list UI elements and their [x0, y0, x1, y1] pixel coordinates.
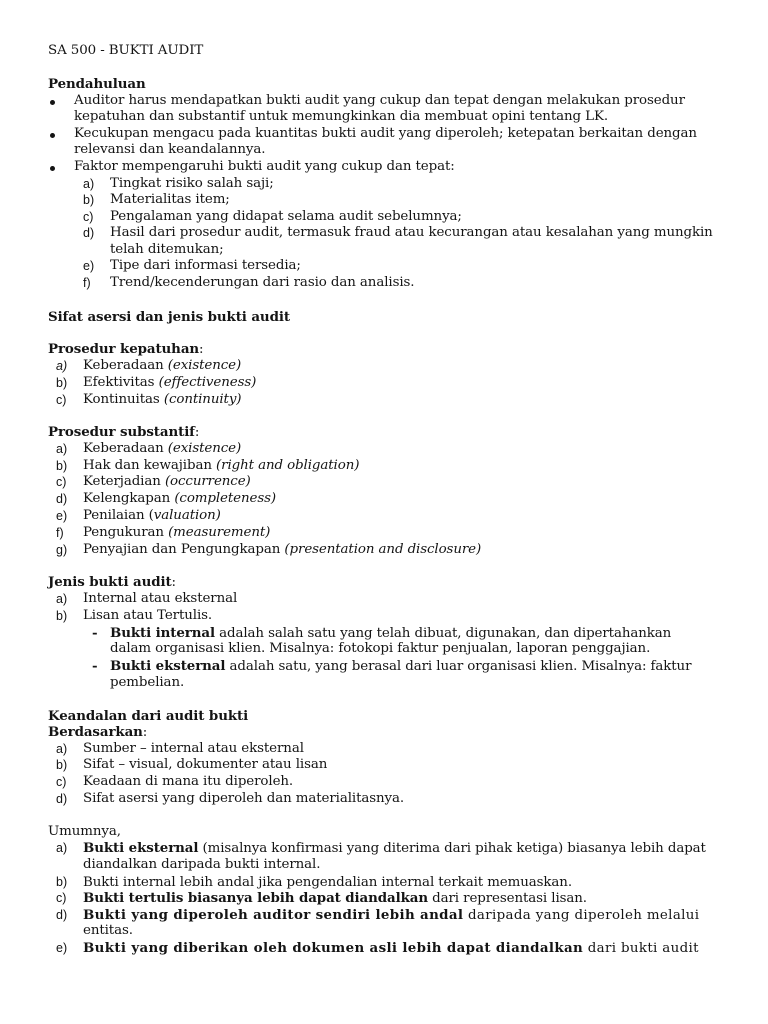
paragraph-intro: Umumnya, [48, 824, 121, 839]
bullet-icon [50, 100, 55, 105]
list-item: Internal atau eksternal [83, 591, 238, 606]
list-item-cont: diandalkan daripada bukti internal. [83, 857, 321, 872]
bullet-icon [50, 133, 55, 138]
list-marker: e) [56, 509, 68, 523]
list-marker: b) [83, 193, 95, 207]
section-heading-substantif: Prosedur substantif: [48, 424, 200, 440]
list-marker: d) [83, 226, 95, 240]
list-item: Bukti eksternal (misalnya konfirmasi yang diterima dari pihak ketiga) biasanya lebih dapat [83, 840, 706, 856]
list-item: Bukti internal lebih andal jika pengendalian internal terkait memuaskan. [83, 875, 572, 890]
list-marker: d) [56, 492, 68, 506]
list-marker: b) [56, 875, 68, 889]
section-heading-pendahuluan: Pendahuluan [48, 76, 146, 92]
list-marker: c) [56, 775, 67, 789]
list-marker: b) [56, 376, 68, 390]
list-item: Bukti yang diperoleh auditor sendiri lebih andal daripada yang diperoleh melalui [83, 907, 700, 923]
list-marker: a) [83, 177, 95, 191]
list-item: Sifat – visual, dokumenter atau lisan [83, 757, 328, 772]
bullet-line: relevansi dan keandalannya. [74, 142, 266, 157]
list-item-cont: entitas. [83, 923, 133, 938]
list-marker: f) [56, 526, 64, 540]
list-item: Keberadaan (existence) [83, 441, 242, 456]
list-marker: d) [56, 792, 68, 806]
list-marker: g) [56, 543, 68, 557]
list-marker: d) [56, 908, 68, 922]
list-marker: a) [56, 841, 68, 855]
list-item: Pengukuran (measurement) [83, 525, 271, 540]
list-item: Keadaan di mana itu diperoleh. [83, 774, 294, 789]
sub-item: Bukti internal adalah salah satu yang telah dibuat, digunakan, dan dipertahankan [110, 625, 672, 641]
list-item: Efektivitas (effectiveness) [83, 375, 257, 390]
list-item: Hasil dari prosedur audit, termasuk fraud atau kecurangan atau kesalahan yang mungkin [110, 225, 713, 240]
list-marker: e) [83, 259, 95, 273]
list-marker: b) [56, 609, 68, 623]
list-marker: a) [56, 742, 68, 756]
list-item: Pengalaman yang didapat selama audit sebelumnya; [110, 209, 462, 224]
list-item: Keberadaan (existence) [83, 358, 242, 373]
list-marker: b) [56, 758, 68, 772]
section-heading-keandalan: Keandalan dari audit bukti [48, 708, 249, 724]
document-title: SA 500 - BUKTI AUDIT [48, 43, 204, 58]
bullet-line: Auditor harus mendapatkan bukti audit yang cukup dan tepat dengan melakukan prosedur [74, 93, 685, 108]
list-marker: c) [56, 475, 67, 489]
dash-marker: - [92, 625, 98, 641]
list-marker: c) [56, 393, 67, 407]
list-marker: a) [56, 359, 68, 373]
section-subheading-berdasarkan: Berdasarkan: [48, 724, 148, 740]
dash-marker: - [92, 658, 98, 674]
list-item: Materialitas item; [110, 192, 230, 207]
list-item: Kontinuitas (continuity) [83, 392, 242, 407]
sub-item-cont: pembelian. [110, 675, 185, 690]
list-marker: a) [56, 442, 68, 456]
list-marker: f) [83, 276, 91, 290]
sub-item-cont: dalam organisasi klien. Misalnya: fotokopi faktur penjualan, laporan penggajian. [110, 641, 651, 656]
list-item: Keterjadian (occurrence) [83, 474, 251, 489]
list-item: Tingkat risiko salah saji; [110, 176, 274, 191]
sub-item: Bukti eksternal adalah satu, yang berasal dari luar organisasi klien. Misalnya: faktur [110, 658, 692, 674]
list-item: Sumber – internal atau eksternal [83, 741, 304, 756]
list-item: Bukti yang diberikan oleh dokumen asli lebih dapat diandalkan dari bukti audit [83, 940, 699, 956]
bullet-icon [50, 166, 55, 171]
list-marker: c) [56, 891, 67, 905]
list-item: telah ditemukan; [110, 242, 224, 257]
bullet-line: Faktor mempengaruhi bukti audit yang cukup dan tepat: [74, 159, 455, 174]
list-item: Lisan atau Tertulis. [83, 608, 213, 623]
list-item: Hak dan kewajiban (right and obligation) [83, 458, 360, 473]
list-item: Trend/kecenderungan dari rasio dan analisis. [110, 275, 415, 290]
list-item: Kelengkapan (completeness) [83, 491, 276, 506]
bullet-line: kepatuhan dan substantif untuk memungkinkan dia membuat opini tentang LK. [74, 109, 609, 124]
list-marker: c) [83, 210, 94, 224]
list-marker: a) [56, 592, 68, 606]
list-marker: e) [56, 941, 68, 955]
section-heading-jenis: Jenis bukti audit: [48, 574, 176, 590]
list-item: Bukti tertulis biasanya lebih dapat diandalkan dari representasi lisan. [83, 890, 587, 906]
section-heading-sifat: Sifat asersi dan jenis bukti audit [48, 309, 290, 325]
list-item: Tipe dari informasi tersedia; [110, 258, 301, 273]
list-item: Penilaian (valuation) [83, 508, 221, 523]
bullet-line: Kecukupan mengacu pada kuantitas bukti audit yang diperoleh; ketepatan berkaitan dengan [74, 126, 697, 141]
list-marker: b) [56, 459, 68, 473]
list-item: Penyajian dan Pengungkapan (presentation and disclosure) [83, 542, 482, 557]
list-item: Sifat asersi yang diperoleh dan materialitasnya. [83, 791, 405, 806]
section-heading-kepatuhan: Prosedur kepatuhan: [48, 341, 204, 357]
